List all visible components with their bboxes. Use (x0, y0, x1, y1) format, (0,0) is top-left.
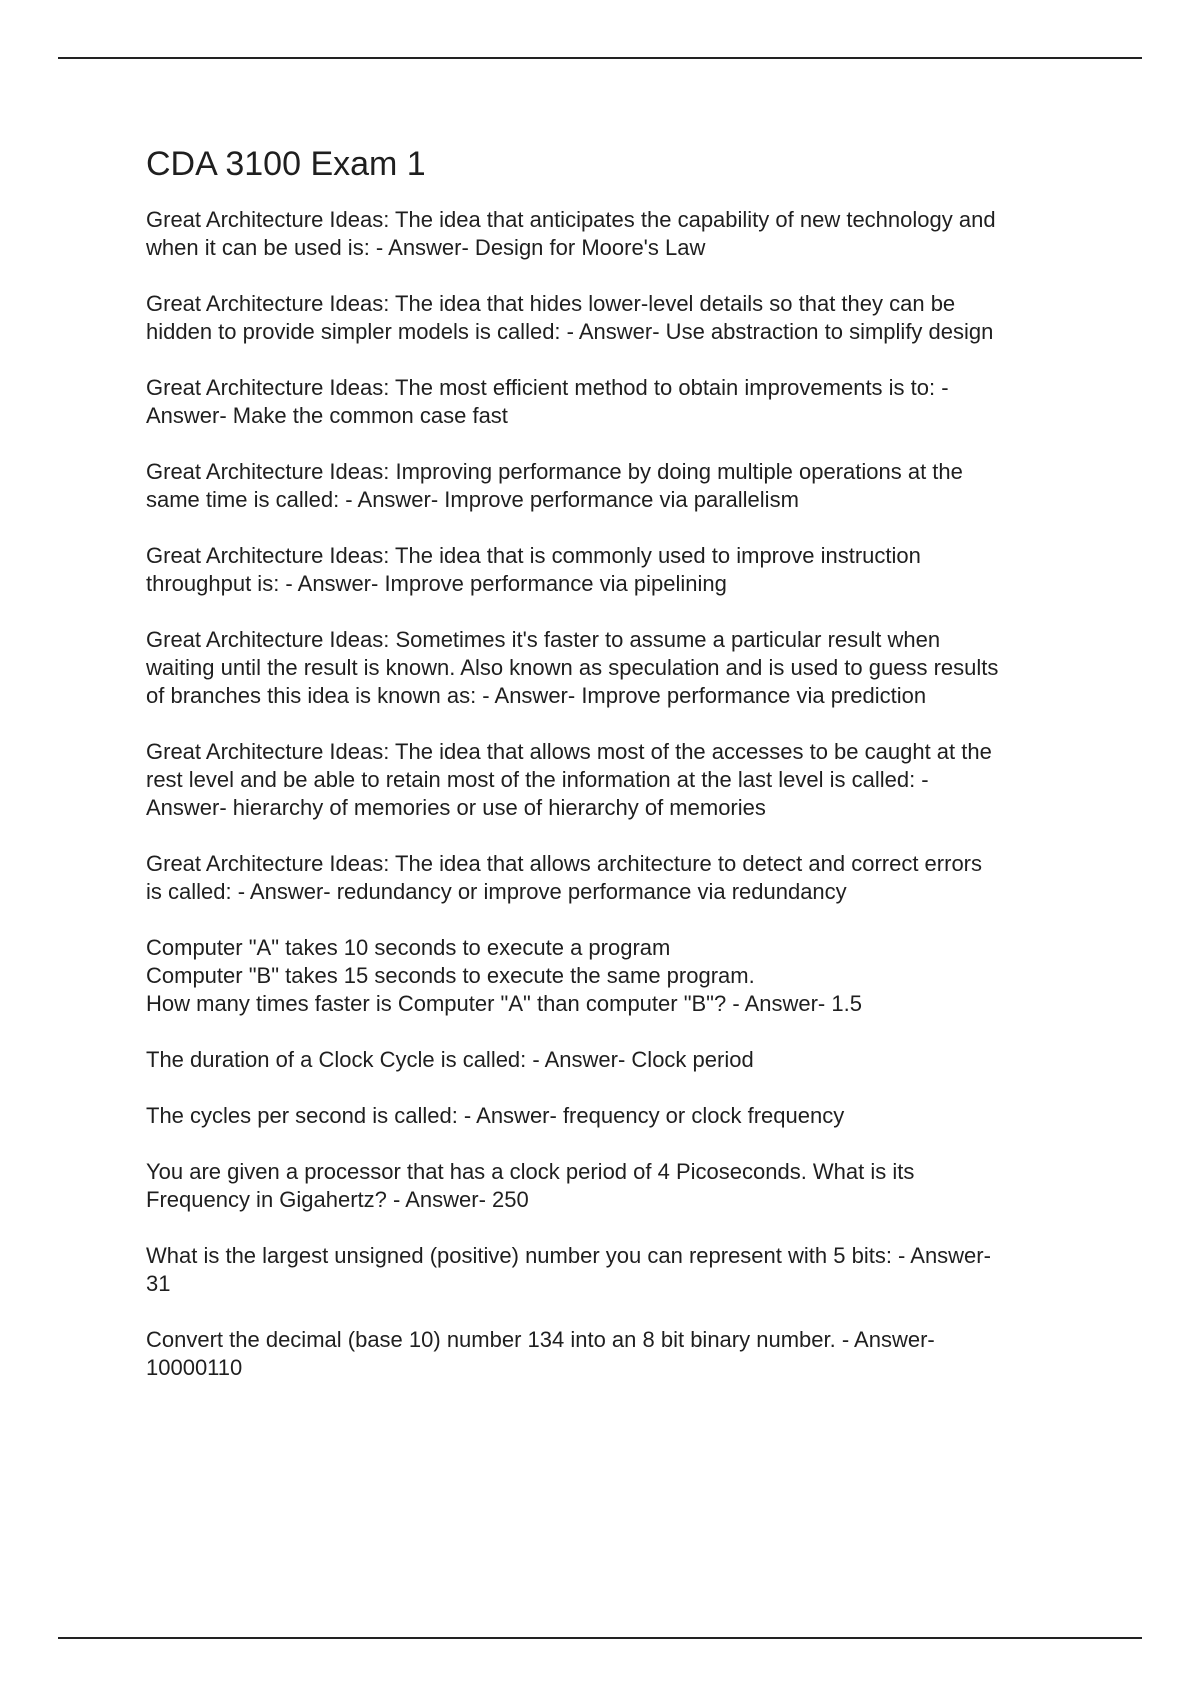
qa-item: You are given a processor that has a clock period of 4 Picoseconds. What is its Frequency in Gigahertz? - Answer- 250 (146, 1159, 915, 1212)
top-rule (58, 57, 1142, 59)
qa-item: Great Architecture Ideas: The idea that anticipates the capability of new technology and when it can be used is: - Answer- Design for Moore's Law (146, 207, 996, 260)
qa-item: What is the largest unsigned (positive) number you can represent with 5 bits: - Answer- 31 (146, 1243, 991, 1296)
qa-item: Great Architecture Ideas: The idea that hides lower-level details so that they can be hidden to provide simpler models is called: - Answer- Use abstraction to simplify design (146, 291, 994, 344)
bottom-rule (58, 1637, 1142, 1639)
qa-item: The duration of a Clock Cycle is called: - Answer- Clock period (146, 1047, 754, 1072)
qa-item: Great Architecture Ideas: The idea that allows architecture to detect and correct errors is called: - Answer- redundancy or improve performance via redundancy (146, 851, 983, 904)
qa-item: Great Architecture Ideas: The idea that allows most of the accesses to be caught at the rest level and be able to retain most of the information at the last level is called: - Answer- hierarchy of memories or use of hierarchy of memories (146, 739, 992, 820)
qa-item: Great Architecture Ideas: The idea that is commonly used to improve instruction throughput is: - Answer- Improve performance via pipelining (146, 543, 921, 596)
qa-item: Convert the decimal (base 10) number 134 into an 8 bit binary number. - Answer- 10000110 (146, 1327, 935, 1380)
qa-item: The cycles per second is called: - Answer- frequency or clock frequency (146, 1103, 845, 1128)
qa-item: Great Architecture Ideas: Improving performance by doing multiple operations at the same time is called: - Answer- Improve performance via parallelism (146, 459, 963, 512)
qa-item: Computer "A" takes 10 seconds to execute a program Computer "B" takes 15 seconds to execute the same program. How many times faster is Computer "A" than computer "B"? - Answer- 1.5 (146, 935, 862, 1016)
qa-item: Great Architecture Ideas: Sometimes it's faster to assume a particular result when waiting until the result is known. Also known as speculation and is used to guess results of branches this idea is known as: - Answer- Improve performance via prediction (146, 627, 999, 708)
document-title: CDA 3100 Exam 1 (146, 145, 426, 183)
document-body (146, 144, 1096, 1410)
qa-item: Great Architecture Ideas: The most efficient method to obtain improvements is to: - Answer- Make the common case fast (146, 375, 949, 428)
